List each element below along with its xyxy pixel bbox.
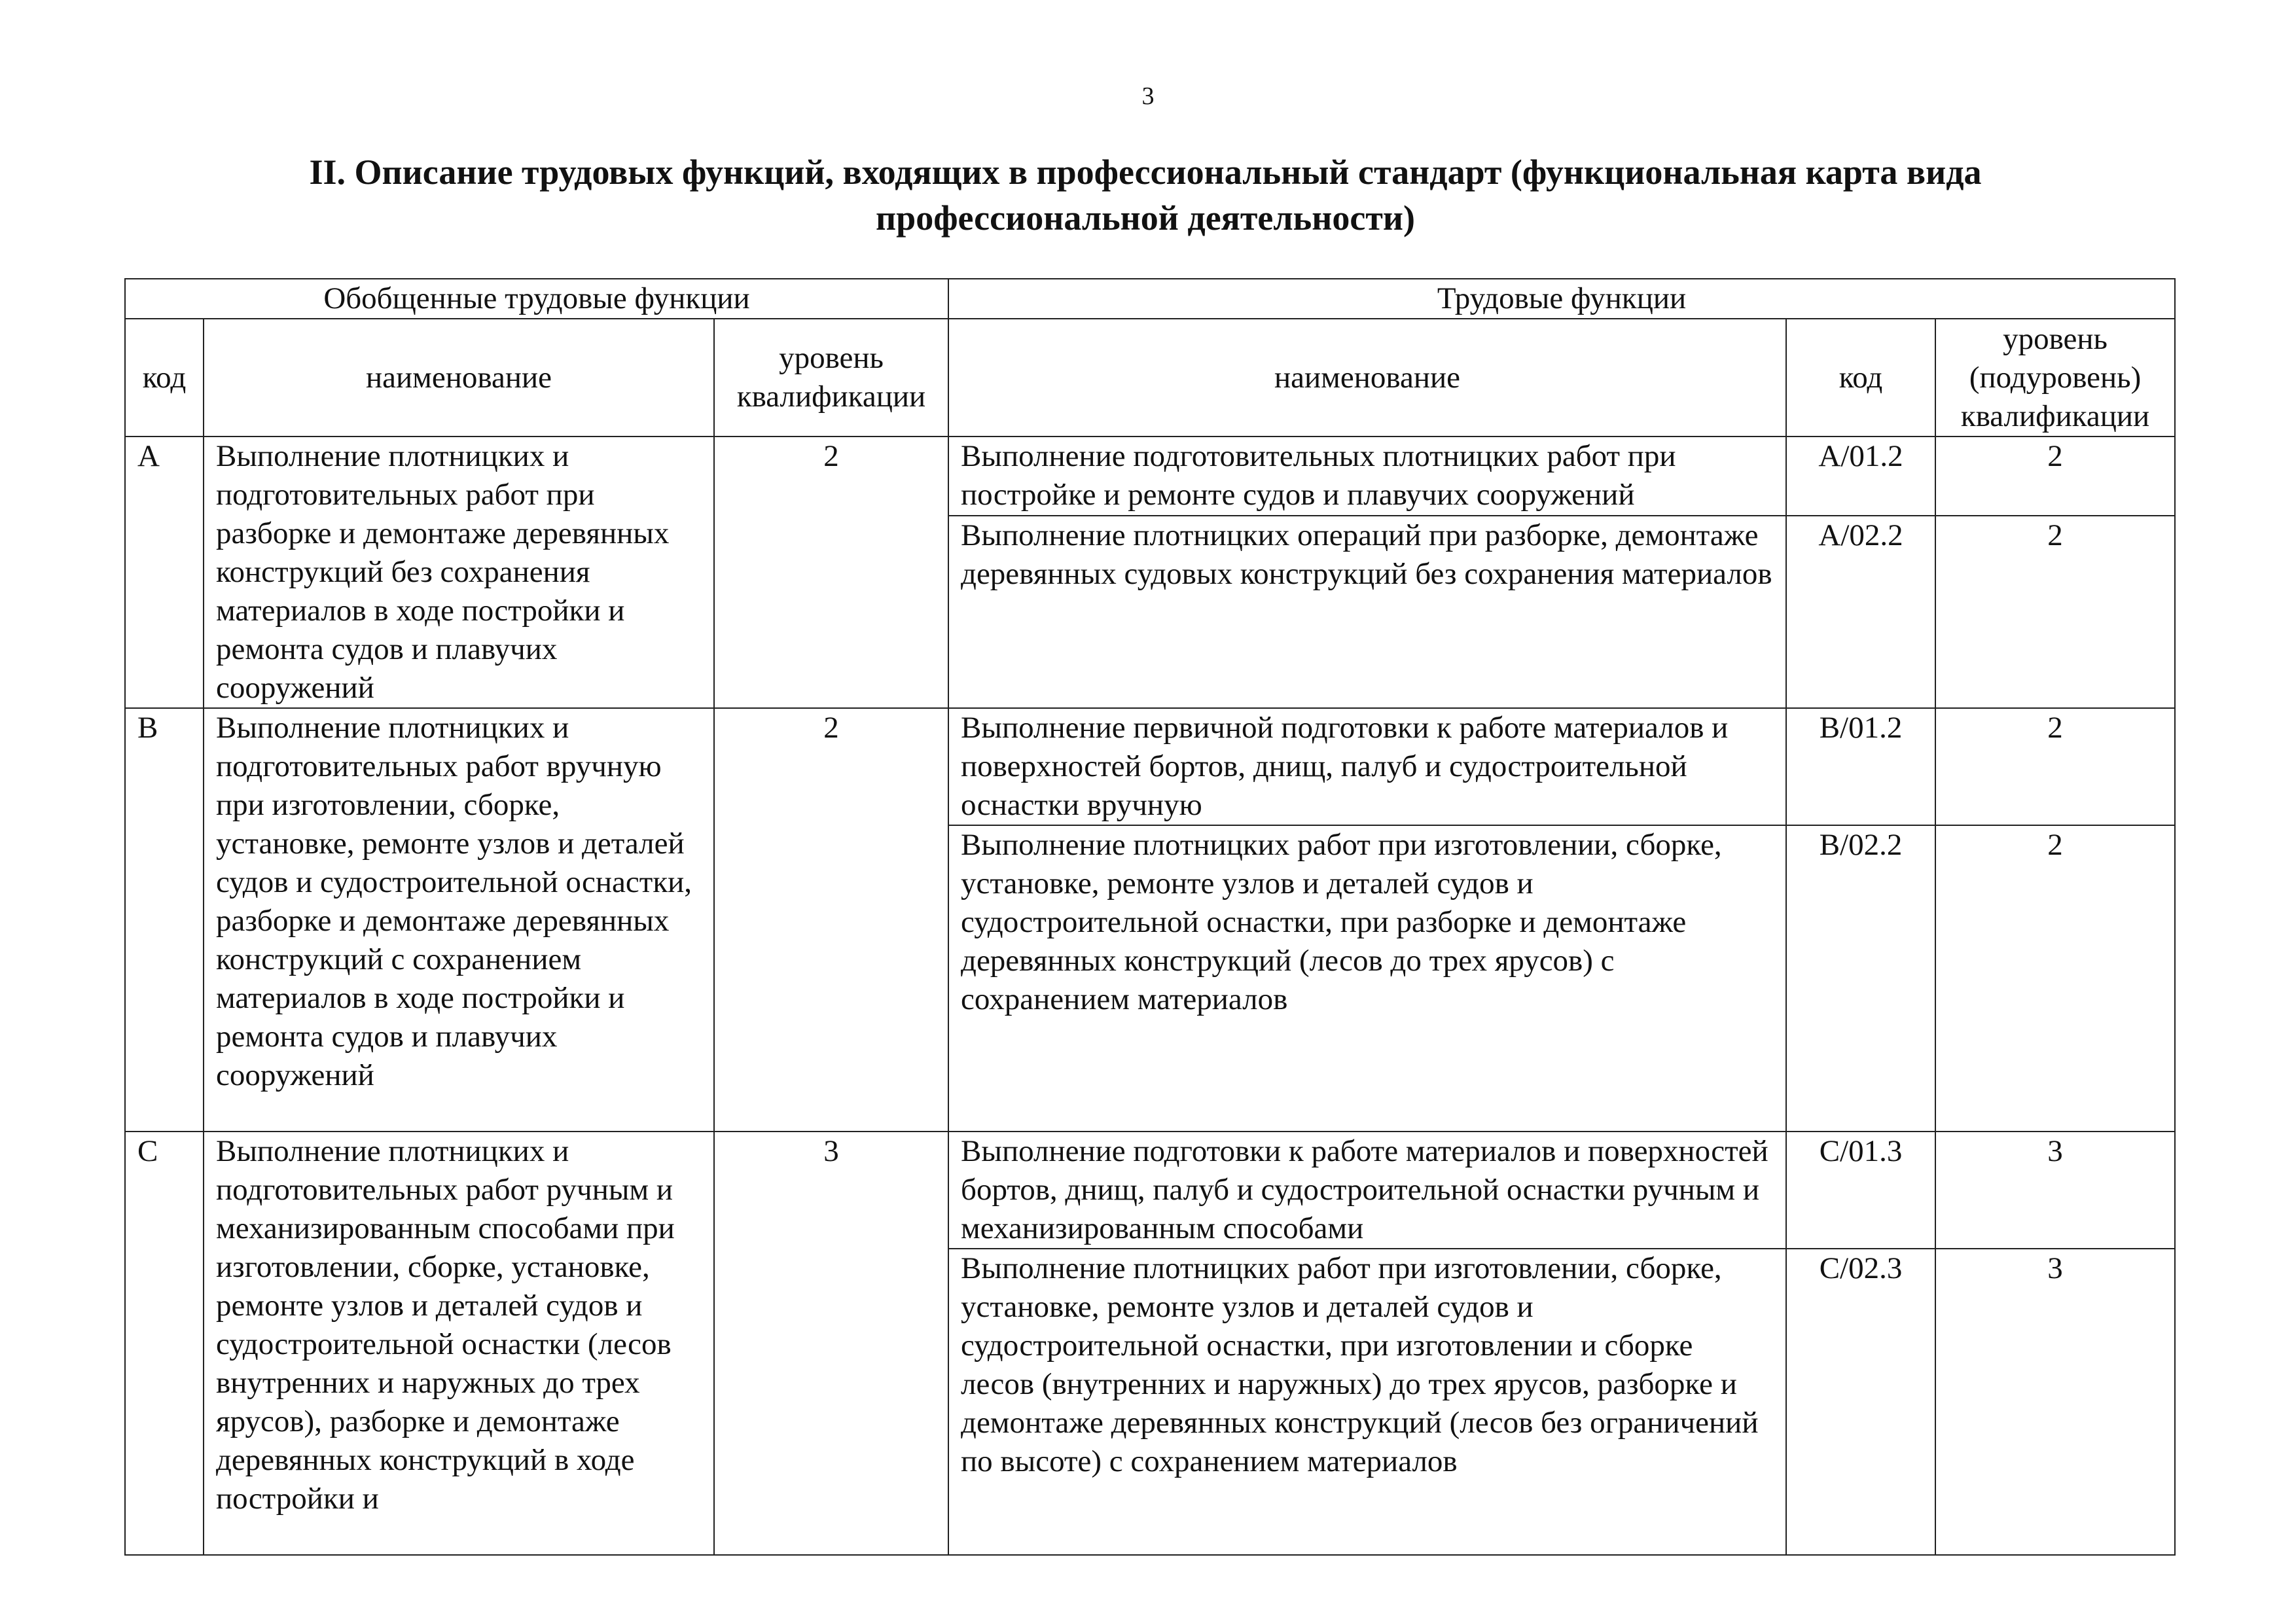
generalized-level: 2 <box>714 437 948 708</box>
section-title-line-2: профессиональной деятельности) <box>876 198 1415 238</box>
function-code: C/01.3 <box>1786 1132 1935 1249</box>
column-header-row <box>125 319 2175 437</box>
function-level: 3 <box>1935 1132 2175 1249</box>
function-name: Выполнение первичной подготовки к работе материалов и поверхностей бортов, днищ, палуб и судостроительной оснастки вручную <box>948 708 1786 825</box>
table-row <box>125 1132 2175 1249</box>
function-level: 2 <box>1935 437 2175 516</box>
generalized-code: B <box>125 708 204 1132</box>
generalized-name: Выполнение плотницких и подготовительных работ ручным и механизированным способами при изготовлении, сборке, установке, ремонте узлов и деталей судов и судостроительной оснастки (лесов внутренних и наружных до трех ярусов), разборке и демонтаже деревянных конструкций в ходе постройки и <box>204 1132 714 1555</box>
col-header-generalized-name: наименование <box>204 319 714 437</box>
generalized-name: Выполнение плотницких и подготовительных работ при разборке и демонтаже деревянных конструкций без сохранения материалов в ходе постройки и ремонта судов и плавучих сооружений <box>204 437 714 708</box>
group-header-row <box>125 279 2175 319</box>
function-level: 2 <box>1935 516 2175 708</box>
col-header-generalized-level: уровень квалификации <box>714 319 948 437</box>
function-name: Выполнение подготовки к работе материалов и поверхностей бортов, днищ, палуб и судостроительной оснастки ручным и механизированным способами <box>948 1132 1786 1249</box>
section-title-line-1: II. Описание трудовых функций, входящих в профессиональный стандарт (функциональная карта вида <box>309 152 1982 192</box>
function-level: 2 <box>1935 708 2175 825</box>
table-row <box>125 708 2175 825</box>
col-header-function-code: код <box>1786 319 1935 437</box>
function-level: 2 <box>1935 825 2175 1132</box>
generalized-functions-header: Обобщенные трудовые функции <box>125 279 948 319</box>
function-code: B/02.2 <box>1786 825 1935 1132</box>
function-level: 3 <box>1935 1249 2175 1555</box>
section-title <box>164 149 2127 241</box>
generalized-level: 3 <box>714 1132 948 1555</box>
function-code: C/02.3 <box>1786 1249 1935 1555</box>
col-header-function-name: наименование <box>948 319 1786 437</box>
generalized-name: Выполнение плотницких и подготовительных работ вручную при изготовлении, сборке, установке, ремонте узлов и деталей судов и судостроительной оснастки, разборке и демонтаже деревянных конструкций с сохранением материалов в ходе постройки и ремонта судов и плавучих сооружений <box>204 708 714 1132</box>
col-header-generalized-code: код <box>125 319 204 437</box>
table-row <box>125 437 2175 516</box>
col-header-function-level: уровень (подуровень) квалификации <box>1935 319 2175 437</box>
functional-map-table <box>124 278 2176 1556</box>
function-code: A/02.2 <box>1786 516 1935 708</box>
function-name: Выполнение плотницких работ при изготовлении, сборке, установке, ремонте узлов и деталей судов и судостроительной оснастки, при изготовлении и сборке лесов (внутренних и наружных) до трех ярусов, разборке и демонтаже деревянных конструкций (лесов без ограничений по высоте) с сохранением материалов <box>948 1249 1786 1555</box>
function-code: A/01.2 <box>1786 437 1935 516</box>
labor-functions-header: Трудовые функции <box>948 279 2175 319</box>
function-name: Выполнение плотницких операций при разборке, демонтаже деревянных судовых конструкций без сохранения материалов <box>948 516 1786 708</box>
function-name: Выполнение подготовительных плотницких работ при постройке и ремонте судов и плавучих сооружений <box>948 437 1786 516</box>
function-code: B/01.2 <box>1786 708 1935 825</box>
function-name: Выполнение плотницких работ при изготовлении, сборке, установке, ремонте узлов и деталей судов и судостроительной оснастки, при разборке и демонтаже деревянных конструкций (лесов до трех ярусов) с сохранением материалов <box>948 825 1786 1132</box>
generalized-code: C <box>125 1132 204 1555</box>
page-number: 3 <box>1141 82 1155 110</box>
generalized-level: 2 <box>714 708 948 1132</box>
generalized-code: A <box>125 437 204 708</box>
